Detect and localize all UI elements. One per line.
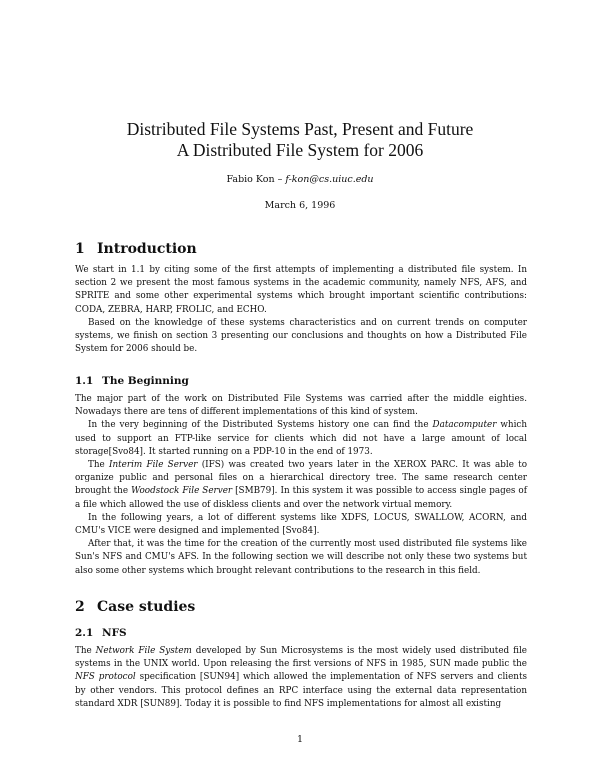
section-title: Introduction — [97, 241, 197, 257]
paper-date: March 6, 1996 — [264, 200, 336, 211]
paragraph: In the following years, a lot of different systems like XDFS, LOCUS, SWALLOW, ACORN, and CMU's VICE were designed and implemented [Svo84]. — [75, 512, 527, 537]
emphasis: Network File System — [95, 646, 192, 656]
author-separator: – — [274, 174, 286, 185]
subsection-number: 2.1 — [75, 627, 94, 639]
paragraph — [75, 645, 527, 711]
section-number: 1 — [75, 241, 85, 257]
author-name: Fabio Kon — [226, 174, 275, 185]
the-beginning-body — [75, 393, 527, 578]
paragraph: Based on the knowledge of these systems characteristics and on current trends on computer systems, we finish on section 3 presenting our conclusions and thoughts on how a Distributed File System for 2006 should be. — [75, 317, 527, 355]
paragraph: After that, it was the time for the creation of the currently most used distributed file systems like Sun's NFS and CMU's AFS. In the following section we will describe not only these two systems but also some other systems which brought relevant contributions to the research in this field. — [75, 539, 527, 576]
text-run: [SMB79]. In this system it was possible to access single pages of a file which allowed the use of diskless clients and over the network virtual memory. — [75, 486, 527, 510]
paragraph: We start in 1.1 by citing some of the first attempts of implementing a distributed file system. In section 2 we present the most famous systems in the academic community, namely NFS, AFS, and SPRITE and some other experimental systems which brought important scientific contributions: CODA, ZEBRA, HARP, FROLIC, and ECHO. — [75, 265, 527, 315]
text-run: developed by Sun Microsystems is the most widely used distributed file systems in the UNIX world. Upon releasing the first versions of NFS in 1985, SUN made public the — [75, 646, 527, 670]
subsection-title: NFS — [102, 627, 127, 639]
emphasis: Interim File Server — [109, 460, 198, 471]
introduction-body — [75, 264, 527, 356]
subsection-number: 1.1 — [75, 375, 94, 387]
page-number: 1 — [296, 734, 304, 745]
text-run: In the very beginning of the Distributed Systems history one can find the — [88, 420, 433, 431]
emphasis: Woodstock File Server — [131, 486, 233, 497]
section-heading-case-studies — [75, 599, 195, 615]
author-line — [0, 174, 600, 186]
nfs-body — [75, 645, 527, 711]
author-email: f-kon@cs.uiuc.edu — [285, 174, 374, 185]
text-run: (IFS) was created two years later in the XEROX PARC. It was able to organize public and personal files on a hierarchical directory tree. The same research center brought the — [75, 460, 527, 497]
section-heading-introduction — [75, 241, 197, 257]
emphasis: Datacomputer — [432, 420, 497, 431]
subsection-heading-nfs — [75, 627, 127, 640]
text-run: specification [SUN94] which allowed the implementation of NFS servers and clients by other vendors. This protocol defines an RPC interface using the external data representation standard XDR [SUN89]. Today it is possible to find NFS implementations for almost all existing — [75, 672, 527, 709]
text-run: which used to support an FTP-like service for clients which did not have a large amount of local storage[Svo84]. It started running on a PDP-10 in the end of 1973. — [75, 420, 527, 457]
paragraph — [75, 459, 527, 512]
section-number: 2 — [75, 599, 85, 615]
paper-title — [0, 119, 600, 161]
paragraph — [75, 419, 527, 459]
section-title: Case studies — [97, 599, 196, 615]
paragraph: The major part of the work on Distributed File Systems was carried after the middle eighties. Nowadays there are tens of different implementations of this kind of system. — [75, 394, 527, 418]
subsection-title: The Beginning — [102, 375, 189, 387]
title-line-2: A Distributed File System for 2006 — [176, 140, 424, 160]
text-run: The — [75, 646, 96, 656]
title-line-1: Distributed File Systems Past, Present and Future — [126, 119, 474, 139]
text-run: The — [88, 460, 109, 471]
emphasis: NFS protocol — [75, 672, 136, 683]
subsection-heading-the-beginning — [75, 375, 189, 388]
